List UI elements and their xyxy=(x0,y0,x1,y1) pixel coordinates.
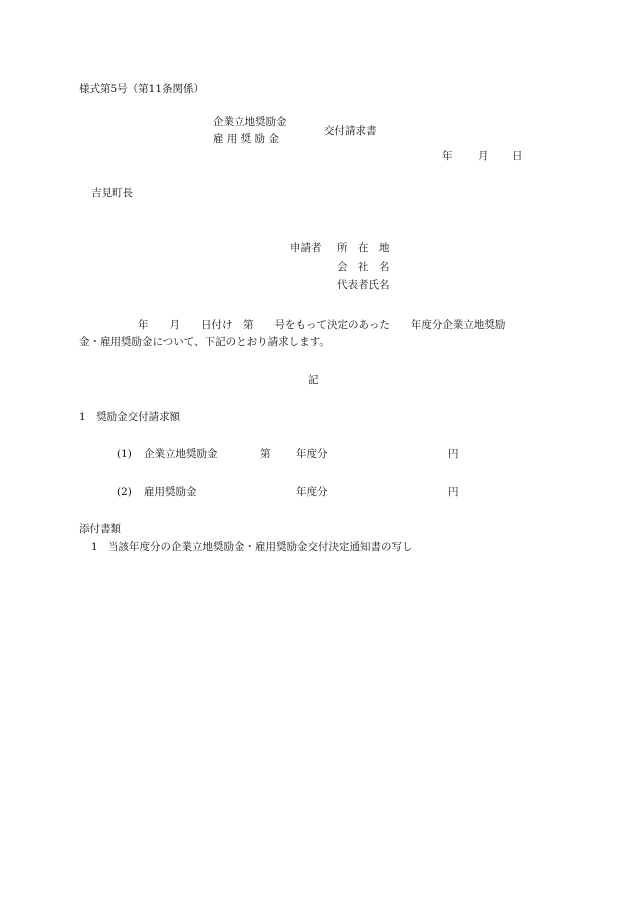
applicant-label: 申請者 xyxy=(290,242,322,254)
form-number: 様式第5号（第11条関係） xyxy=(79,83,205,95)
date-month: 月 xyxy=(478,150,489,162)
body-line-1: 年 月 日付け 第 号をもって決定のあった 年度分企業立地奨励 xyxy=(138,319,506,331)
title-suffix: 交付請求書 xyxy=(324,125,377,137)
ki-heading: 記 xyxy=(308,374,319,386)
title-line-1: 企業立地奨励金 xyxy=(213,116,287,128)
applicant-address-label: 所 在 地 xyxy=(337,242,390,254)
date-year: 年 xyxy=(442,150,453,162)
body-line-2: 金・雇用奨励金について、下記のとおり請求します。 xyxy=(79,336,330,348)
attachment-number: 1 xyxy=(91,541,98,553)
item-label: 企業立地奨励金 xyxy=(144,448,218,460)
attachment-text: 当該年度分の企業立地奨励金・雇用奨励金交付決定通知書の写し xyxy=(108,541,413,553)
attachments-heading: 添付書類 xyxy=(79,523,121,535)
applicant-rep-label: 代表者氏名 xyxy=(337,279,390,291)
item-yen: 円 xyxy=(448,486,459,498)
addressee: 吉見町長 xyxy=(91,187,133,199)
item-dai: 第 xyxy=(260,448,271,460)
item-label: 雇用奨励金 xyxy=(144,486,197,498)
title-line-2: 雇 用 奨 励 金 xyxy=(213,133,279,145)
date-day: 日 xyxy=(512,150,523,162)
item-nendo: 年度分 xyxy=(296,448,328,460)
section-heading: 1 奨励金交付請求額 xyxy=(79,411,181,423)
item-number: (1) xyxy=(117,448,132,460)
item-number: (2) xyxy=(117,486,132,498)
item-yen: 円 xyxy=(448,448,459,460)
item-nendo: 年度分 xyxy=(296,486,328,498)
applicant-company-label: 会 社 名 xyxy=(337,261,390,273)
